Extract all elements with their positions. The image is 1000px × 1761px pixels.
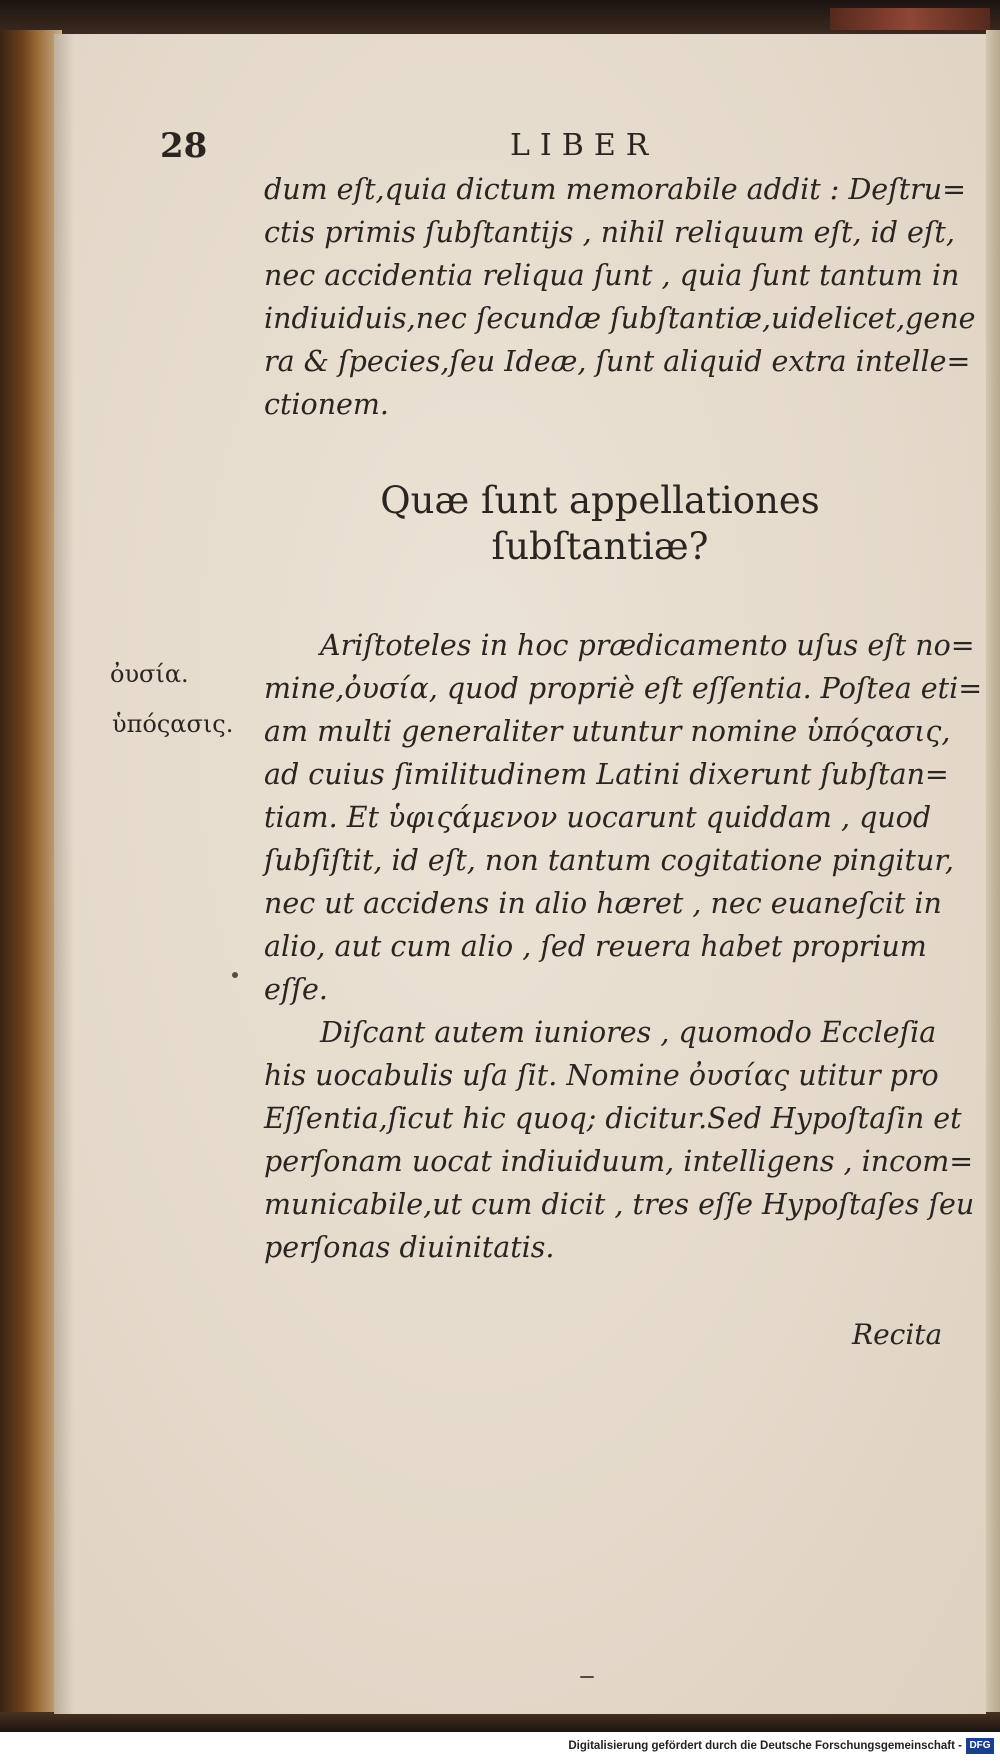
text-line: am multi generaliter utuntur nomine ὑπόςασις, xyxy=(264,715,951,748)
text-line: indiuiduis,nec ſecundæ ſubſtantiæ,uidelicet,gene xyxy=(264,302,976,335)
text-line: Diſcant autem iuniores , quomodo Eccleſia xyxy=(320,1016,937,1049)
ink-speck xyxy=(580,1676,594,1678)
dfg-logo: DFG xyxy=(966,1738,994,1754)
top-paragraph xyxy=(264,168,976,426)
page-number: 28 xyxy=(160,126,208,166)
page-fore-edge xyxy=(986,30,1000,1730)
text-line: municabile,ut cum dicit , tres eſſe Hypoſtaſes ſeu xyxy=(264,1188,975,1221)
text-line: alio, aut cum alio , ſed reuera habet proprium xyxy=(264,930,927,963)
running-head: LIBER xyxy=(510,128,659,163)
text-line: his uocabulis uſa ſit. Nomine ὀυσίας utitur pro xyxy=(264,1059,939,1092)
text-line: perſonam uocat indiuiduum, intelligens , incom= xyxy=(264,1145,974,1178)
text-line: Ariſtoteles in hoc prædicamento uſus eſt no= xyxy=(320,629,975,662)
heading-line: Quæ ſunt appellationes xyxy=(380,479,820,522)
paragraph-2 xyxy=(264,1011,975,1269)
text-line: ctionem. xyxy=(264,388,389,421)
text-line: ra & ſpecies,ſeu Ideæ, ſunt aliquid extra intelle= xyxy=(264,345,971,378)
text-line: nec ut accidens in alio hæret , nec euaneſcit in xyxy=(264,887,942,920)
text-line: Eſſentia,ſicut hic quoq; dicitur.Sed Hypoſtaſin et xyxy=(264,1102,962,1135)
heading-line: ſubſtantiæ? xyxy=(491,525,709,568)
text-line: mine,ὀυσία, quod propriè eſt eſſentia. Poſtea eti= xyxy=(264,672,983,705)
text-line: perſonas diuinitatis. xyxy=(264,1231,555,1264)
margin-note-ousia: ὀυσία. xyxy=(110,660,189,688)
footer-credit: Digitalisierung gefördert durch die Deutsche Forschungsgemeinschaft - xyxy=(568,1740,962,1752)
footer xyxy=(0,1732,1000,1761)
ink-speck xyxy=(232,972,238,978)
text-line: ſubſiſtit, id eſt, non tantum cogitatione pingitur, xyxy=(264,844,954,877)
section-heading xyxy=(340,478,860,570)
paragraph-1 xyxy=(264,624,983,1011)
text-line: ad cuius ſimilitudinem Latini dixerunt ſubſtan= xyxy=(264,758,949,791)
margin-note-hypostasis: ὑπόςασις. xyxy=(112,710,234,738)
text-line: nec accidentia reliqua ſunt , quia ſunt tantum in xyxy=(264,259,960,292)
catchword: Recita xyxy=(852,1318,943,1351)
book-spine xyxy=(0,30,62,1720)
page-gutter-shadow xyxy=(54,34,74,1714)
text-line: tiam. Et ὑφιςάμενον uocarunt quiddam , quod xyxy=(264,801,932,834)
book-bottom-edge xyxy=(0,1712,1000,1732)
text-line: dum eſt,quia dictum memorabile addit : Deſtru= xyxy=(264,173,967,206)
text-line: ctis primis ſubſtantijs , nihil reliquum eſt, id eſt, xyxy=(264,216,955,249)
book-cover-edge xyxy=(830,8,990,30)
text-line: eſſe. xyxy=(264,973,328,1006)
